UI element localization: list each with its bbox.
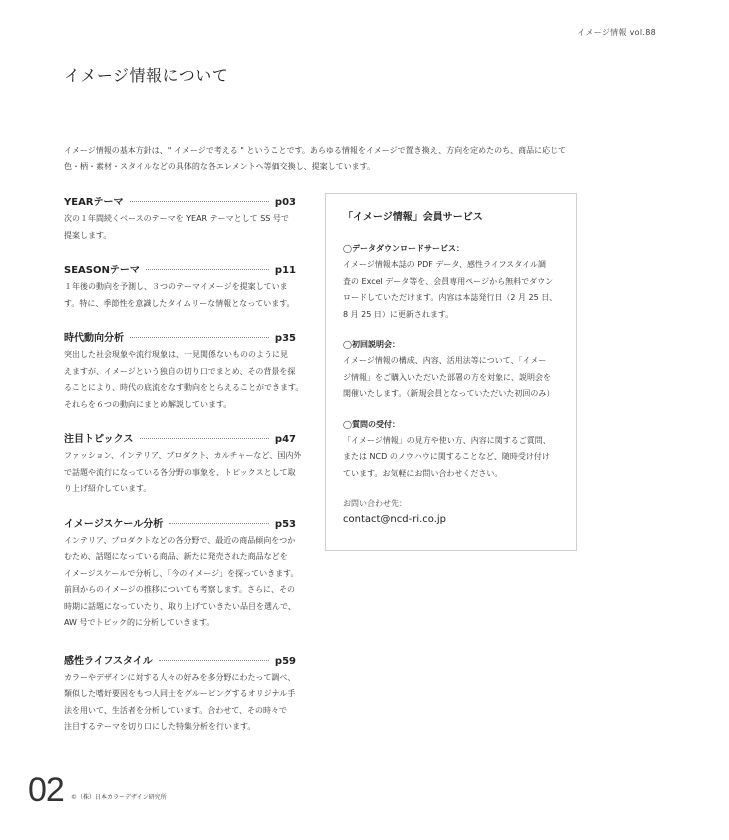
dotted-leader [130, 201, 269, 202]
section-line: ファッション、インテリア、プロダクト、カルチャーなど、国内外 [64, 451, 302, 460]
section-body [64, 670, 296, 736]
service-item-download [343, 241, 559, 323]
dotted-leader [130, 337, 269, 338]
section-page-ref: p11 [274, 265, 296, 276]
service-line: または NCD のノウハウに関することなど、随時受け付け [343, 452, 550, 461]
service-item-title: ◯データダウンロードサービス： [343, 244, 464, 253]
section-season-theme [64, 261, 296, 312]
section-trend-analysis [64, 329, 304, 413]
member-service-box [325, 193, 577, 551]
section-line: 法を用いて、生活者を分析しています。合わせて、その時々で [64, 705, 288, 715]
section-line: 類似した嗜好要因をもつ人同士をグルーピングするオリジナル手 [64, 689, 296, 698]
section-line: で話題や流行になっている各分野の事象を、トピックスとして取 [64, 467, 296, 477]
section-line: むため、話題になっている商品、新たに発売された商品などを [64, 552, 288, 561]
section-year-theme [64, 193, 296, 244]
service-line: ジ情報」をご購入いただいた部署の方を対象に、説明会を [343, 372, 551, 382]
section-page-ref: p47 [274, 434, 296, 445]
service-line: ロードしていただけます。内容は本誌発行日（2 月 25 日、 [343, 293, 558, 302]
service-item-briefing [343, 337, 559, 403]
section-line: えますが、イメージという独自の切り口でまとめ、その背景を探 [64, 366, 296, 376]
section-line: 注目するテーマを切り口にした特集分析を行います。 [64, 722, 256, 731]
section-heading [64, 515, 296, 531]
service-line: ています。お気軽にお問い合わせください。 [343, 468, 503, 478]
service-item-questions [343, 417, 559, 483]
service-item-body [343, 433, 559, 483]
section-title: 注目トピックス [64, 434, 134, 445]
section-body [64, 347, 304, 413]
section-heading [64, 329, 296, 345]
service-line: 査の Excel データ等を、会員専用ページから無料でダウン [343, 276, 554, 286]
section-line: す。特に、季節性を意識したタイムリーな情報となっています。 [64, 298, 295, 308]
intro-line: 色・柄・素材・スタイルなどの具体的な各エレメントへ等価交換し、提案しています。 [64, 162, 375, 171]
section-heading [64, 193, 296, 209]
section-line: 次の１年間続くベースのテーマを YEAR テーマとして SS 号で [64, 214, 289, 223]
section-image-scale [64, 515, 299, 632]
section-title: 感性ライフスタイル [64, 655, 153, 667]
section-heading [64, 430, 296, 446]
section-body [64, 211, 296, 244]
contact-email-link[interactable]: contact@ncd-ri.co.jp [343, 514, 447, 525]
section-heading [64, 652, 296, 668]
section-line: イメージスケールで分析し、「今のイメージ」を探っていきます。 [64, 568, 299, 578]
section-line: 提案します。 [64, 230, 112, 240]
issue-label: イメージ情報 vol.88 [577, 28, 656, 37]
service-line: 「イメージ情報」の見方や使い方、内容に関するご質問、 [343, 435, 551, 445]
section-line: ることにより、時代の底流をなす動向をとらえることができます。 [64, 383, 304, 392]
dotted-leader [159, 660, 269, 661]
intro-text [64, 143, 584, 175]
section-title: イメージスケール分析 [64, 518, 164, 530]
section-page-ref: p35 [274, 333, 296, 344]
page-number: 02 [28, 771, 64, 809]
section-line: カラーやデザインに対する人々の好みを多分野にわたって調べ、 [64, 672, 296, 682]
section-list [64, 193, 304, 753]
section-title: YEARテーマ [64, 197, 124, 208]
intro-line: イメージ情報の基本方針は、" イメージで考える " ということです。あらゆる情報をイメージで置き換え、方向を定めたのち、商品に応じて [64, 146, 567, 155]
service-item-title: ◯初回説明会： [343, 340, 400, 349]
section-line: インテリア、プロダクトなどの各分野で、最近の商品傾向をつか [64, 535, 296, 545]
section-page-ref: p53 [274, 518, 296, 530]
service-item-body [343, 353, 559, 403]
section-line: り上げ紹介しています。 [64, 484, 152, 493]
service-box-title: 「イメージ情報」会員サービス [343, 212, 483, 223]
section-line: 時期に話題になっていたり、取り上げていきたい品目を選んで、 [64, 601, 296, 611]
section-line: それらを６つの動向にまとめ解説しています。 [64, 399, 232, 409]
service-item-body [343, 257, 559, 323]
dotted-leader [146, 269, 269, 270]
section-title: 時代動向分析 [64, 333, 124, 344]
service-line: イメージ情報本誌の PDF データ、感性ライフスタイル調 [343, 260, 546, 269]
section-body [64, 533, 299, 632]
service-line: 開催いたします。（新規会員となっていただいた初回のみ） [343, 389, 555, 398]
section-body [64, 279, 296, 312]
service-item-title: ◯質問の受付： [343, 419, 400, 429]
section-title: SEASONテーマ [64, 265, 140, 276]
dotted-leader [169, 523, 269, 524]
section-topics [64, 430, 302, 498]
section-line: 突出した社会現象や流行現象は、一見関係ないもののように見 [64, 350, 288, 359]
section-page-ref: p03 [274, 197, 296, 208]
copyright-notice: ©（株）日本カラーデザイン研究所 [71, 794, 167, 801]
section-page-ref: p59 [274, 655, 296, 667]
service-line: イメージ情報の構成、内容、活用法等について、「イメー [343, 356, 547, 365]
section-lifestyle [64, 652, 296, 736]
section-heading [64, 261, 296, 277]
section-line: AW 号でトピック的に分析していきます。 [64, 618, 215, 627]
section-line: 前回からのイメージの推移についても考察します。さらに、その [64, 585, 295, 594]
contact-label: お問い合わせ先： [343, 499, 407, 508]
page-title: イメージ情報について [64, 66, 229, 85]
section-line: １年後の動向を予測し、３つのテーマイメージを提案していま [64, 282, 288, 291]
service-line: 8 月 25 日）に更新されます。 [343, 309, 454, 319]
section-body [64, 448, 302, 498]
dotted-leader [140, 438, 269, 439]
